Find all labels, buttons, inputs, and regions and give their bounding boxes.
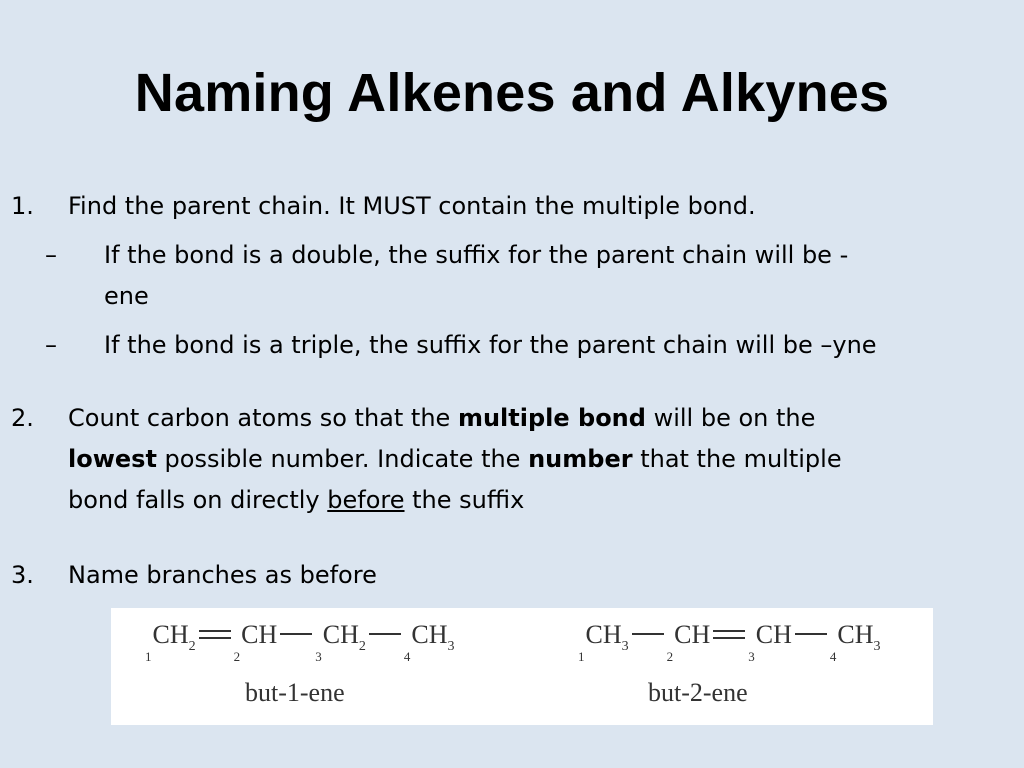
dash-bullet: –: [45, 241, 57, 269]
step-text-line-3: bond falls on directly before the suffix: [68, 486, 525, 514]
carbon-group: $_4CH_3$: [829, 620, 881, 664]
but-1-ene-structure: [145, 620, 455, 664]
single-bond: [369, 633, 401, 635]
carbon-group: $_3CH_2$: [315, 620, 366, 664]
carbon-group: $_1CH_3$: [578, 620, 629, 664]
emphasis-number: number: [528, 445, 633, 473]
carbon-group: $_4CH_3$: [403, 620, 455, 664]
emphasis-lowest: lowest: [68, 445, 157, 473]
compound-name: but-1-ene: [245, 678, 345, 707]
slide-title: Naming Alkenes and Alkynes: [134, 63, 890, 123]
double-bond: [713, 630, 745, 639]
step-number: 2.: [11, 404, 34, 432]
step-text: Name branches as before: [68, 561, 377, 589]
step-text-line-1: Count carbon atoms so that the multiple bond will be on the: [68, 404, 816, 432]
carbon-group: $_3$CH: [748, 620, 792, 664]
step-number: 1.: [11, 192, 34, 220]
step-number: 3.: [11, 561, 34, 589]
carbon-group: $_2$CH: [233, 620, 278, 664]
carbon-group: $_1CH_2$: [145, 620, 196, 664]
single-bond: [632, 633, 664, 635]
compound-name: but-2-ene: [648, 678, 748, 707]
carbon-group: $_2$CH: [666, 620, 711, 664]
dash-bullet: –: [45, 331, 57, 359]
double-bond: [199, 630, 231, 639]
step-text: Find the parent chain. It MUST contain the multiple bond.: [68, 192, 756, 220]
subitem-text-continued: ene: [104, 282, 149, 310]
step-text-line-2: lowest possible number. Indicate the number that the multiple: [68, 445, 842, 473]
single-bond: [280, 633, 312, 635]
subitem-text: If the bond is a double, the suffix for the parent chain will be -: [104, 241, 849, 269]
structural-formula-panel: [111, 608, 933, 725]
single-bond: [795, 633, 827, 635]
emphasis-multiple-bond: multiple bond: [457, 404, 646, 432]
emphasis-before: before: [327, 486, 405, 514]
subitem-text: If the bond is a triple, the suffix for the parent chain will be –yne: [104, 331, 877, 359]
but-2-ene-structure: [578, 620, 881, 664]
